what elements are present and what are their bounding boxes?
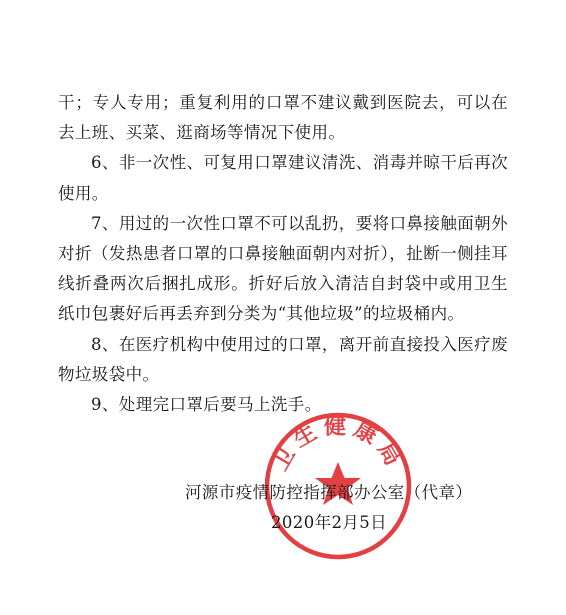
signature-block (185, 478, 505, 538)
paragraph-item-9: 9、处理完口罩后要马上洗手。 (91, 395, 322, 415)
issuing-organization: 河源市疫情防控指挥部办公室（代章） (185, 483, 473, 502)
paragraph-item-7: 7、用过的一次性口罩不可以乱扔，要将口鼻接触面朝外对折（发热患者口罩的口鼻接触面朝内对折），扯断一侧挂耳线折叠两次后捆扎成形。折好后放入清洁自封袋中或用卫生纸巾包裹好后再丢弃到分类为“其他垃圾”的垃圾桶内。 (58, 213, 508, 324)
paragraph-item-6: 6、非一次性、可复用口罩建议清洗、消毒并晾干后再次使用。 (58, 153, 508, 203)
paragraph-continuation: 干；专人专用；重复利用的口罩不建议戴到医院去，可以在去上班、买菜、逛商场等情况下使用。 (58, 93, 508, 143)
seal-text: 卫生健康局 (267, 414, 409, 476)
document-body (58, 88, 508, 420)
paragraph-item-8: 8、在医疗机构中使用过的口罩，离开前直接投入医疗废物垃圾袋中。 (58, 334, 508, 384)
issue-date: 2020年2月5日 (271, 513, 388, 532)
